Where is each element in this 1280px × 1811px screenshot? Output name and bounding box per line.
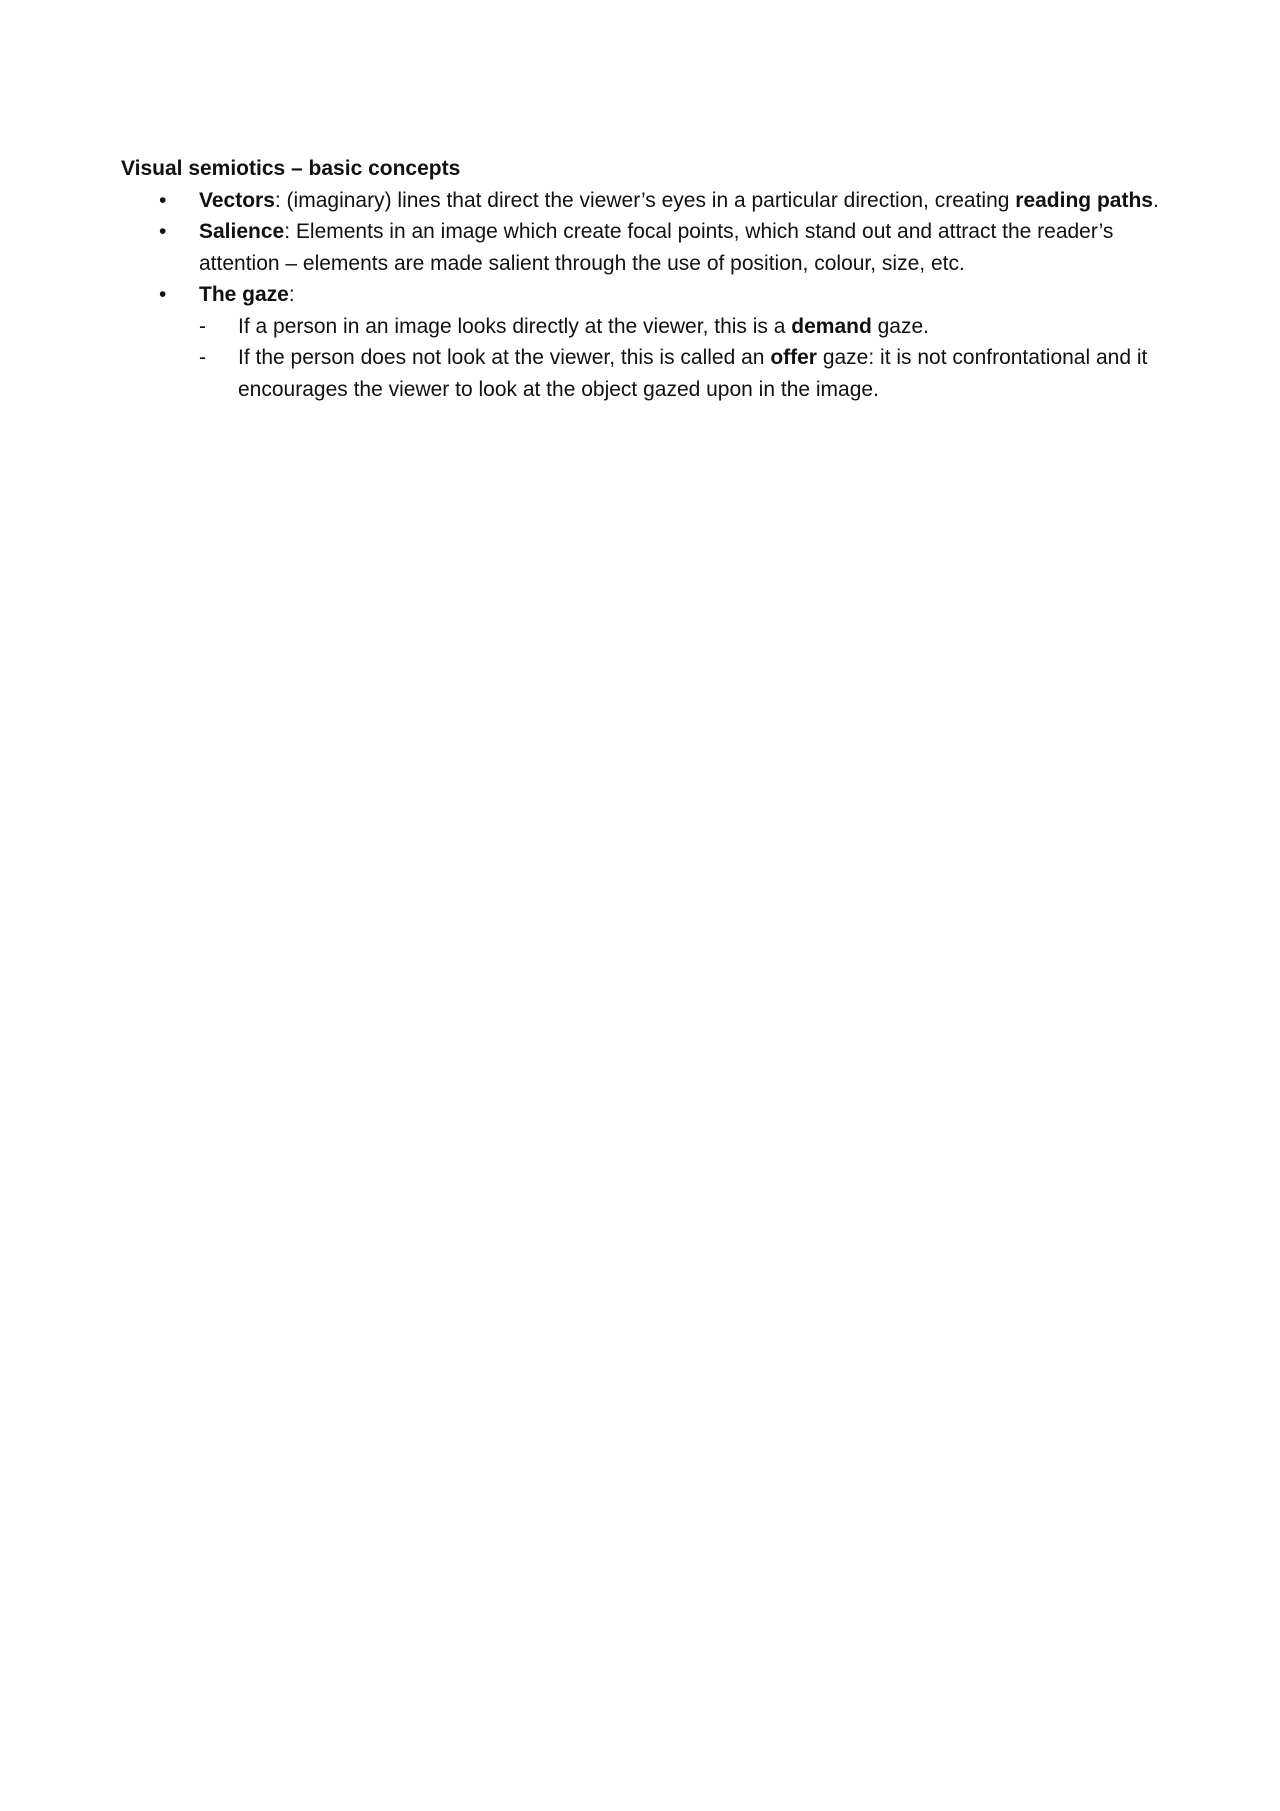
bullet-icon: •: [159, 220, 167, 243]
definition-gaze: :: [288, 283, 295, 306]
definition-vectors-end: .: [1152, 188, 1159, 212]
bullet-icon: •: [159, 283, 167, 306]
sublist-item-offer: [199, 342, 1161, 405]
dash-icon: -: [199, 346, 206, 369]
demand-text-start: If a person in an image looks directly at the viewer, this is a: [238, 314, 792, 338]
demand-text-end: gaze.: [871, 314, 930, 338]
term-gaze: The gaze: [199, 283, 289, 306]
definition-salience: : Elements in an image which create focal points, which stand out and attract the reader’s attention – elements are made salient through the use of position, colour, size, etc.: [199, 220, 1114, 275]
concept-list: [121, 185, 1161, 406]
document-title: Visual semiotics – basic concepts: [121, 157, 461, 180]
list-item-gaze: [121, 279, 1161, 405]
dash-icon: -: [199, 314, 206, 338]
emphasis-offer: offer: [770, 346, 817, 369]
bullet-icon: •: [159, 188, 167, 212]
list-item-salience: [121, 216, 1161, 279]
definition-vectors: : (imaginary) lines that direct the viewer’s eyes in a particular direction, creating: [274, 188, 1016, 212]
document-body: [121, 153, 1161, 405]
sublist-item-demand: [199, 311, 1161, 343]
gaze-sublist: [199, 311, 1161, 406]
offer-text-end: gaze: it is not confrontational and it encourages the viewer to look at the object gazed upon in the image.: [238, 346, 1148, 401]
term-salience: Salience: [199, 220, 285, 243]
list-item-vectors: [121, 185, 1161, 217]
offer-text-start: If the person does not look at the viewer, this is called an: [238, 346, 771, 369]
emphasis-demand: demand: [791, 314, 872, 338]
emphasis-reading-paths: reading paths: [1015, 188, 1153, 212]
term-vectors: Vectors: [199, 188, 275, 212]
